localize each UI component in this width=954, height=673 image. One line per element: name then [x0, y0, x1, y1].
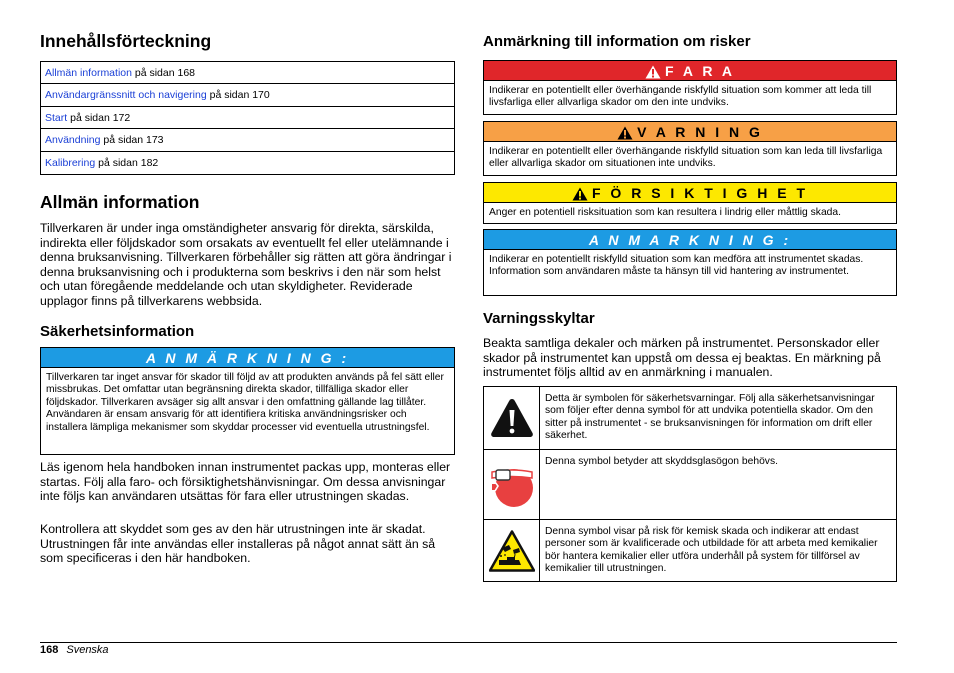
warning-text: Indikerar en potentiellt eller överhängande riskfylld situation som kan leda till livsfarliga eller allvarliga skador om situationen inte undviks. — [489, 146, 883, 170]
warning-triangle-icon — [490, 398, 534, 438]
page-footer — [40, 643, 109, 657]
caution-box — [483, 182, 897, 224]
notice-label: A N M Ä R K N I N G : — [145, 349, 350, 366]
labels-title: Varningsskyltar — [483, 310, 595, 327]
symbol-cell — [484, 450, 540, 519]
toc-link[interactable]: Start — [45, 111, 68, 124]
notice-box — [483, 229, 897, 296]
symbol-cell — [484, 387, 540, 449]
toc-page-ref: på sidan 173 — [100, 134, 164, 147]
toc-item — [41, 62, 454, 84]
caution-label: F Ö R S I K T I G H E T — [591, 184, 808, 201]
symbol-text: Detta är symbolen för säkerhetsvarningar. Följ alla säkerhetsanvisningar som följer efter denna symbol för att undvika potentiella skador. Om den sitter på instrumentet - se bruksanvisningen för information om drift eller säkerhet. — [545, 393, 875, 442]
toc-item — [41, 129, 454, 151]
safety-goggles-icon — [490, 458, 534, 512]
toc-page-ref: på sidan 168 — [131, 67, 196, 79]
toc-link[interactable]: Användning — [45, 134, 101, 147]
warning-label: V A R N I N G — [637, 123, 763, 140]
notice-bar — [484, 230, 896, 250]
warning-bar — [484, 122, 896, 142]
labels-text: Beakta samtliga dekaler och märken på instrumentet. Personskador eller skador på instrumentet kan uppstå om dessa ej beaktas. En märkning på instrumentet följs alltid av en anmärkning i manualen. — [483, 336, 881, 379]
warning-triangle-icon — [645, 65, 661, 79]
symbol-cell — [484, 520, 540, 581]
toc-title: Innehållsförteckning — [40, 31, 212, 51]
general-info-text: Tillverkaren är under inga omständigheter ansvarig för direkta, särskilda, indirekta eller följdskador som orsakats av eventuellt fel eller utelämnande i denna bruksanvisning. Tillverkaren förbehåller sig rätten att göra ändringar i denna bruksanvisning och i produkterna som beskrivs i den när som helst och utan föregående meddelande och utan skyldigheter. Reviderade upplagor finns på tillverkarens webbsida. — [40, 221, 452, 308]
chemical-hazard-icon — [489, 530, 535, 572]
danger-bar — [484, 61, 896, 81]
table-row — [484, 450, 896, 520]
toc-page-ref: på sidan 170 — [206, 89, 270, 102]
table-row — [484, 520, 896, 581]
caution-text: Anger en potentiell risksituation som kan resultera i lindrig eller måttlig skada. — [489, 207, 841, 218]
symbol-text: Denna symbol betyder att skyddsglasögon behövs. — [545, 456, 778, 467]
caution-bar — [484, 183, 896, 203]
notice-box — [40, 347, 455, 455]
toc-item — [41, 152, 454, 174]
toc-page-ref: på sidan 172 — [67, 111, 131, 124]
table-row — [484, 387, 896, 450]
paragraph-read-manual: Läs igenom hela handboken innan instrumentet packas upp, monteras eller startas. Följ alla faro- och försiktighetshänvisningar. Om dessa anvisningar inte följs kan användaren utsättas för fara eller utrustningen skadas. — [40, 460, 451, 503]
table-of-contents — [40, 61, 455, 175]
footer-divider — [40, 642, 897, 643]
notice-text: Tillverkaren tar inget ansvar för skador till följd av att produkten används på fel sätt eller missbrukas. Det omfattar utan begränsning direkta skador, tillfälliga skador eller följdskador. Tillverkaren avsäger sig allt ansvar i den omfattning gällande lag tillåter. Användaren är ensam ansvarig för att identifiera kritiska användningsrisker och installera lämpliga mekanismer som skyddar processer vid eventuella utrustningsfel. — [46, 372, 444, 433]
warning-box — [483, 121, 897, 176]
toc-link[interactable]: Allmän information — [45, 67, 132, 79]
toc-item — [41, 107, 454, 129]
toc-link[interactable]: Kalibrering — [45, 156, 96, 169]
symbol-table — [483, 386, 897, 582]
footer-language: Svenska — [66, 644, 109, 656]
danger-box — [483, 60, 897, 115]
toc-page-ref: på sidan 182 — [95, 156, 159, 169]
notice-text: Indikerar en potentiellt riskfylld situation som kan medföra att instrumentet skadas. Information som användaren måste ta hänsyn till vid hantering av instrumentet. — [489, 254, 864, 278]
paragraph-check-protection: Kontrollera att skyddet som ges av den här utrustningen inte är skadat. Utrustningen får inte användas eller installeras på något annat sätt än så som specificeras i den här handboken. — [40, 522, 436, 565]
symbol-text: Denna symbol visar på risk för kemisk skada och indikerar att endast personer som är kvalificerade och utbildade för att arbeta med kemikalier bör hantera kemikalier eller utföra underhåll på system för tillförsel av kemikalier till utrustningen. — [545, 526, 878, 575]
general-info-title: Allmän information — [40, 192, 200, 212]
notice-label: A N M A R K N I N G : — [588, 231, 792, 248]
danger-label: F A R A — [665, 62, 735, 79]
danger-text: Indikerar en potentiellt eller överhängande riskfylld situation som kommer att leda till livsfarliga eller allvarliga skador om den inte undviks. — [489, 85, 872, 109]
warning-triangle-icon — [617, 126, 633, 140]
hazard-info-title: Anmärkning till information om risker — [483, 33, 751, 50]
toc-item — [41, 84, 454, 106]
warning-triangle-icon — [572, 187, 588, 201]
notice-bar — [41, 348, 454, 368]
page-number: 168 — [40, 644, 59, 656]
safety-info-title: Säkerhetsinformation — [40, 323, 195, 340]
toc-link[interactable]: Användargränssnitt och navigering — [45, 89, 207, 102]
